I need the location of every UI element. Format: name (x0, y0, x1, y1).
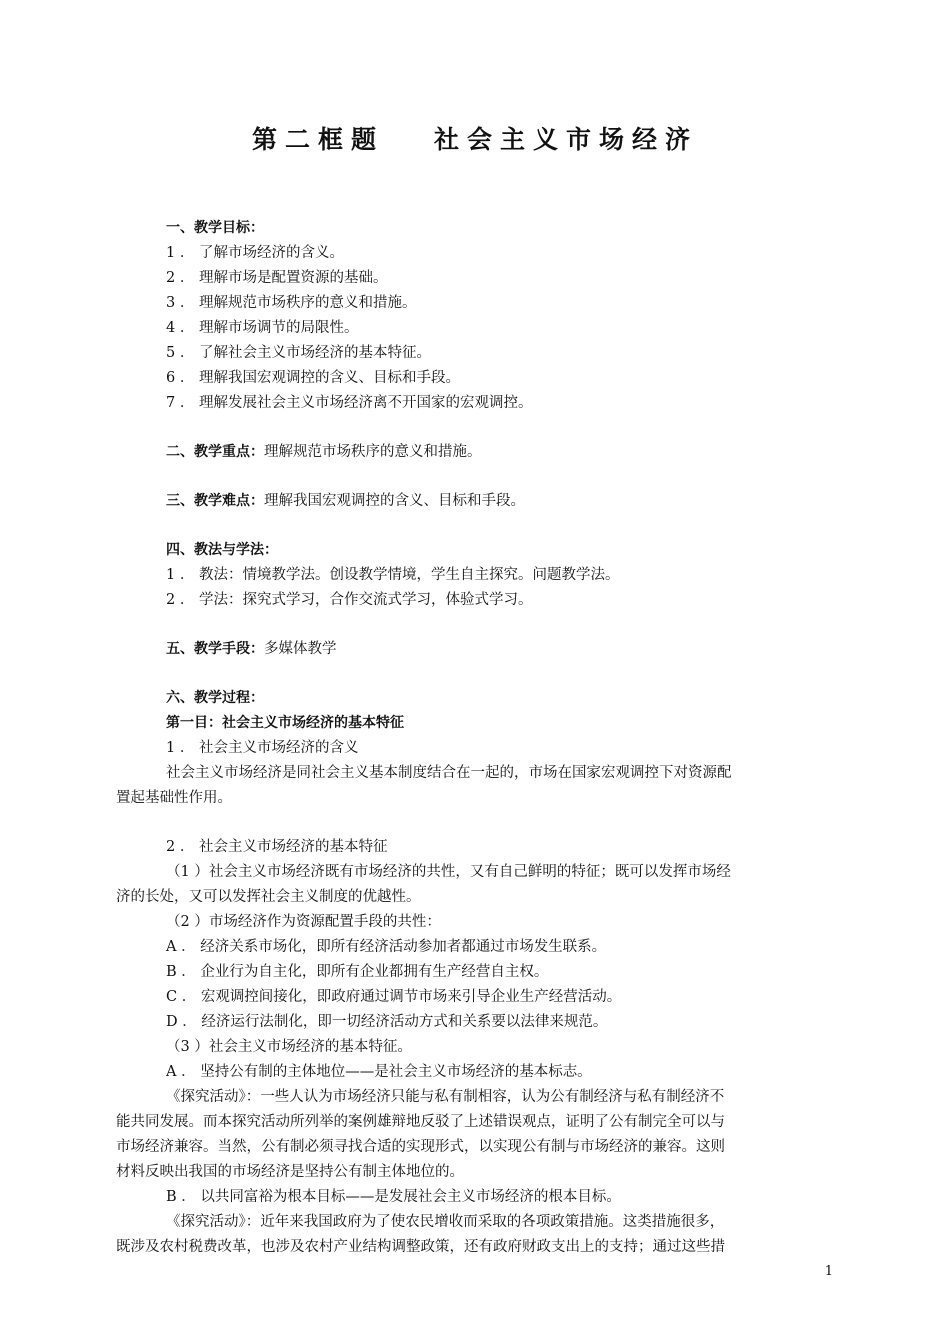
difficulty-points (0, 489, 950, 514)
goal-item: 1 ． 了解市场经济的含义。 (166, 245, 344, 261)
key-points (0, 440, 950, 465)
paragraph-line: 社会主义市场经济是同社会主义基本制度结合在一起的，市场在国家宏观调控下对资源配 (166, 765, 732, 781)
key-heading: 二、教学重点： (166, 444, 264, 460)
teaching-means (0, 637, 950, 662)
page-number: 1 (824, 1264, 833, 1279)
difficulty-heading: 三、教学难点： (166, 493, 264, 509)
document-body (0, 216, 950, 1260)
list-item: A ． 经济关系市场化，即所有经济活动参加者都通过市场发生联系。 (166, 939, 607, 955)
list-item: A ． 坚持公有制的主体地位——是社会主义市场经济的基本标志。 (166, 1064, 592, 1080)
paragraph-line: 既涉及农村税费改革，也涉及农村产业结构调整政策，还有政府财政支出上的支持；通过这些措 (116, 1239, 725, 1255)
paragraph-line: 《探究活动》：一些人认为市场经济只能与私有制相容，认为公有制经济与私有制经济不 (166, 1089, 725, 1105)
body-item: 2 ． 社会主义市场经济的基本特征 (166, 839, 388, 855)
means-text: 多媒体教学 (264, 641, 337, 657)
paragraph-line: 能共同发展。而本探究活动所列举的案例雄辩地反驳了上述错误观点，证明了公有制完全可以与 (116, 1114, 725, 1130)
subsection-heading: 第一目：社会主义市场经济的基本特征 (166, 715, 404, 731)
paragraph-line: 材料反映出我国的市场经济是坚持公有制主体地位的。 (116, 1164, 464, 1180)
list-item: B ． 企业行为自主化，即所有企业都拥有生产经营自主权。 (166, 964, 549, 980)
goal-item: 3 ． 理解规范市场秩序的意义和措施。 (166, 295, 417, 311)
method-item: 1 ． 教法：情境教学法。创设教学情境，学生自主探究。问题教学法。 (166, 567, 620, 583)
list-item: B ． 以共同富裕为根本目标——是发展社会主义市场经济的根本目标。 (166, 1189, 621, 1205)
list-item: D ． 经济运行法制化，即一切经济活动方式和关系要以法律来规范。 (166, 1014, 608, 1030)
page-title: 第二框题 社会主义市场经济 (251, 125, 699, 154)
goal-item: 2 ． 理解市场是配置资源的基础。 (166, 270, 388, 286)
paragraph-line: 置起基础性作用。 (116, 790, 232, 806)
paragraph-line: （2 ）市场经济作为资源配置手段的共性： (166, 914, 441, 930)
goal-item: 4 ． 理解市场调节的局限性。 (166, 320, 359, 336)
paragraph-line: 济的长处，又可以发挥社会主义制度的优越性。 (116, 889, 421, 905)
paragraph-line: （1 ）社会主义市场经济既有市场经济的共性，又有自己鲜明的特征；既可以发挥市场经 (166, 864, 731, 880)
paragraph-line: 《探究活动》：近年来我国政府为了使农民增收而采取的各项政策措施。这类措施很多， (166, 1214, 725, 1230)
goal-item: 5 ． 了解社会主义市场经济的基本特征。 (166, 345, 431, 361)
methods-heading: 四、教法与学法： (166, 542, 278, 558)
paragraph-line: 市场经济兼容。当然，公有制必须寻找合适的实现形式，以实现公有制与市场经济的兼容。这则 (116, 1139, 725, 1155)
goals-heading: 一、教学目标： (166, 220, 264, 236)
method-item: 2 ． 学法：探究式学习，合作交流式学习，体验式学习。 (166, 592, 533, 608)
paragraph-line: （3 ）社会主义市场经济的基本特征。 (166, 1039, 412, 1055)
means-heading: 五、教学手段： (166, 641, 264, 657)
goal-item: 7 ． 理解发展社会主义市场经济离不开国家的宏观调控。 (166, 395, 533, 411)
body-item: 1 ． 社会主义市场经济的含义 (166, 740, 359, 756)
difficulty-text: 理解我国宏观调控的含义、目标和手段。 (264, 493, 525, 509)
process-heading: 六、教学过程： (166, 690, 264, 706)
goal-item: 6 ． 理解我国宏观调控的含义、目标和手段。 (166, 370, 460, 386)
key-text: 理解规范市场秩序的意义和措施。 (264, 444, 482, 460)
list-item: C ． 宏观调控间接化，即政府通过调节市场来引导企业生产经营活动。 (166, 989, 622, 1005)
